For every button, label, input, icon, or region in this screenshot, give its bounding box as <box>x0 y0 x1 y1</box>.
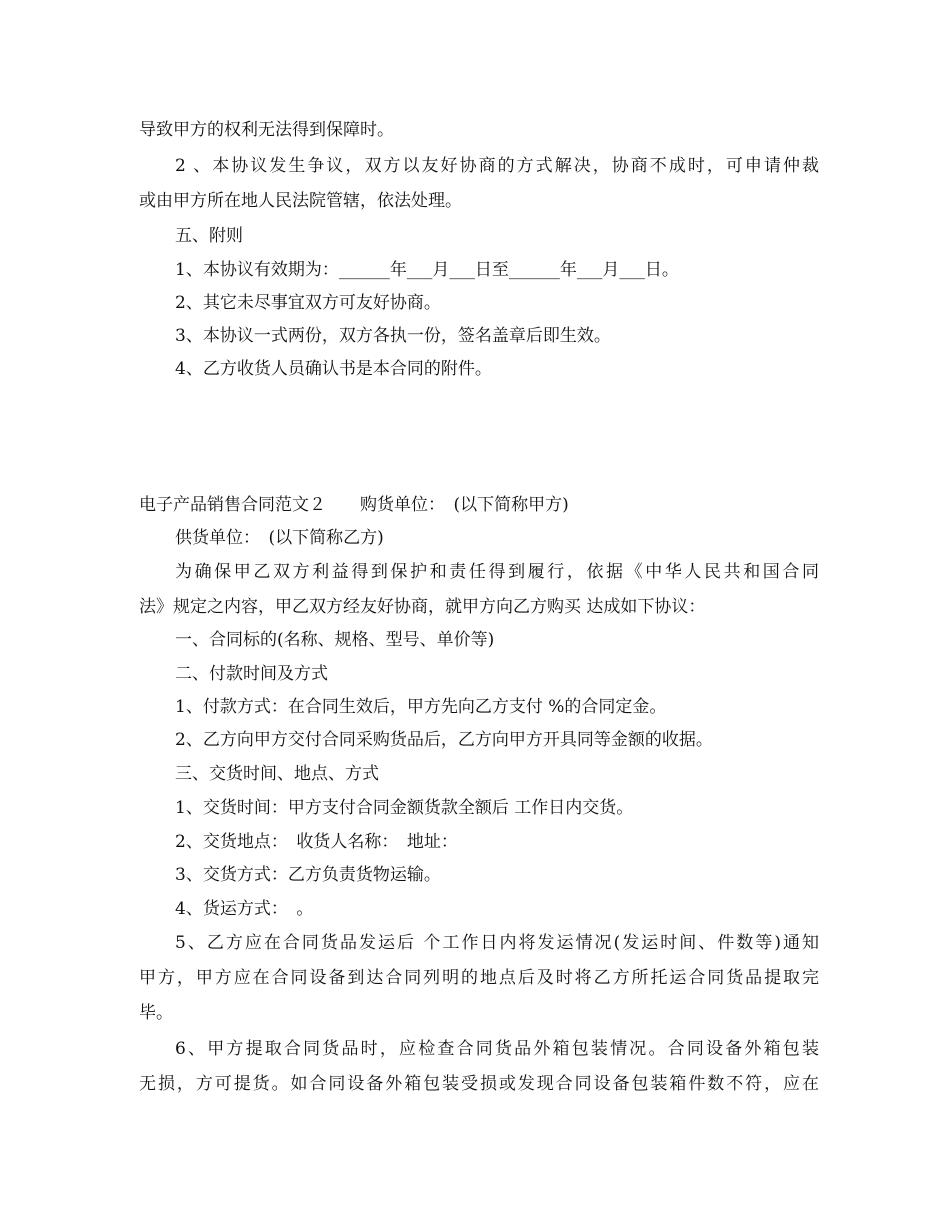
contract-title-line: 电子产品销售合同范文２ 购货单位： (以下简称甲方) <box>139 495 569 515</box>
paragraph-line: 供货单位： (以下简称乙方) <box>175 528 384 548</box>
section-heading: 五、附则 <box>175 226 243 246</box>
paragraph-line: 1、交货时间：甲方支付合同金额货款全额后 工作日内交货。 <box>175 798 634 818</box>
paragraph-line: 导致甲方的权利无法得到保障时。 <box>139 120 394 140</box>
paragraph-line: 3、交货方式：乙方负责货物运输。 <box>175 865 441 885</box>
paragraph-line: 5、乙方应在合同货品发运后 个工作日内将发运情况(发运时间、件数等)通知 <box>175 933 819 953</box>
paragraph-line: 甲方，甲方应在合同设备到达合同列明的地点后及时将乙方所托运合同货品提取完 <box>139 968 819 988</box>
section-heading: 一、合同标的(名称、规格、型号、单价等) <box>175 630 495 650</box>
paragraph-line: 4、货运方式： 。 <box>175 899 314 919</box>
section-heading: 三、交货时间、地点、方式 <box>175 764 379 784</box>
paragraph-line: 1、付款方式：在合同生效后，甲方先向乙方支付 %的合同定金。 <box>175 697 667 717</box>
paragraph-line: 2、交货地点： 收货人名称： 地址： <box>175 832 458 852</box>
paragraph-line: 2、乙方向甲方交付合同采购货品后，乙方向甲方开具同等金额的收据。 <box>175 730 713 750</box>
paragraph-line: 法》规定之内容，甲乙双方经友好协商，就甲方向乙方购买 达成如下协议： <box>139 597 706 617</box>
paragraph-line: 1、本协议有效期为：______年___月___日至______年___月___日。 <box>175 260 679 280</box>
paragraph-line: 2、其它未尽事宜双方可友好协商。 <box>175 293 441 313</box>
paragraph-line: 毕。 <box>139 1003 173 1023</box>
paragraph-line: 或由甲方所在地人民法院管辖，依法处理。 <box>139 191 462 211</box>
paragraph-line: 无损，方可提货。如合同设备外箱包装受损或发现合同设备包装箱件数不符，应在 <box>139 1074 819 1094</box>
paragraph-line: 4、乙方收货人员确认书是本合同的附件。 <box>175 359 492 379</box>
paragraph-line: 3、本协议一式两份，双方各执一份，签名盖章后即生效。 <box>175 326 611 346</box>
paragraph-line: 2 、本协议发生争议，双方以友好协商的方式解决，协商不成时，可申请仲裁 <box>175 156 819 176</box>
paragraph-line: 为确保甲乙双方利益得到保护和责任得到履行，依据《中华人民共和国合同 <box>175 562 819 582</box>
paragraph-line: 6、甲方提取合同货品时，应检查合同货品外箱包装情况。合同设备外箱包装 <box>175 1039 819 1059</box>
section-heading: 二、付款时间及方式 <box>175 664 328 684</box>
